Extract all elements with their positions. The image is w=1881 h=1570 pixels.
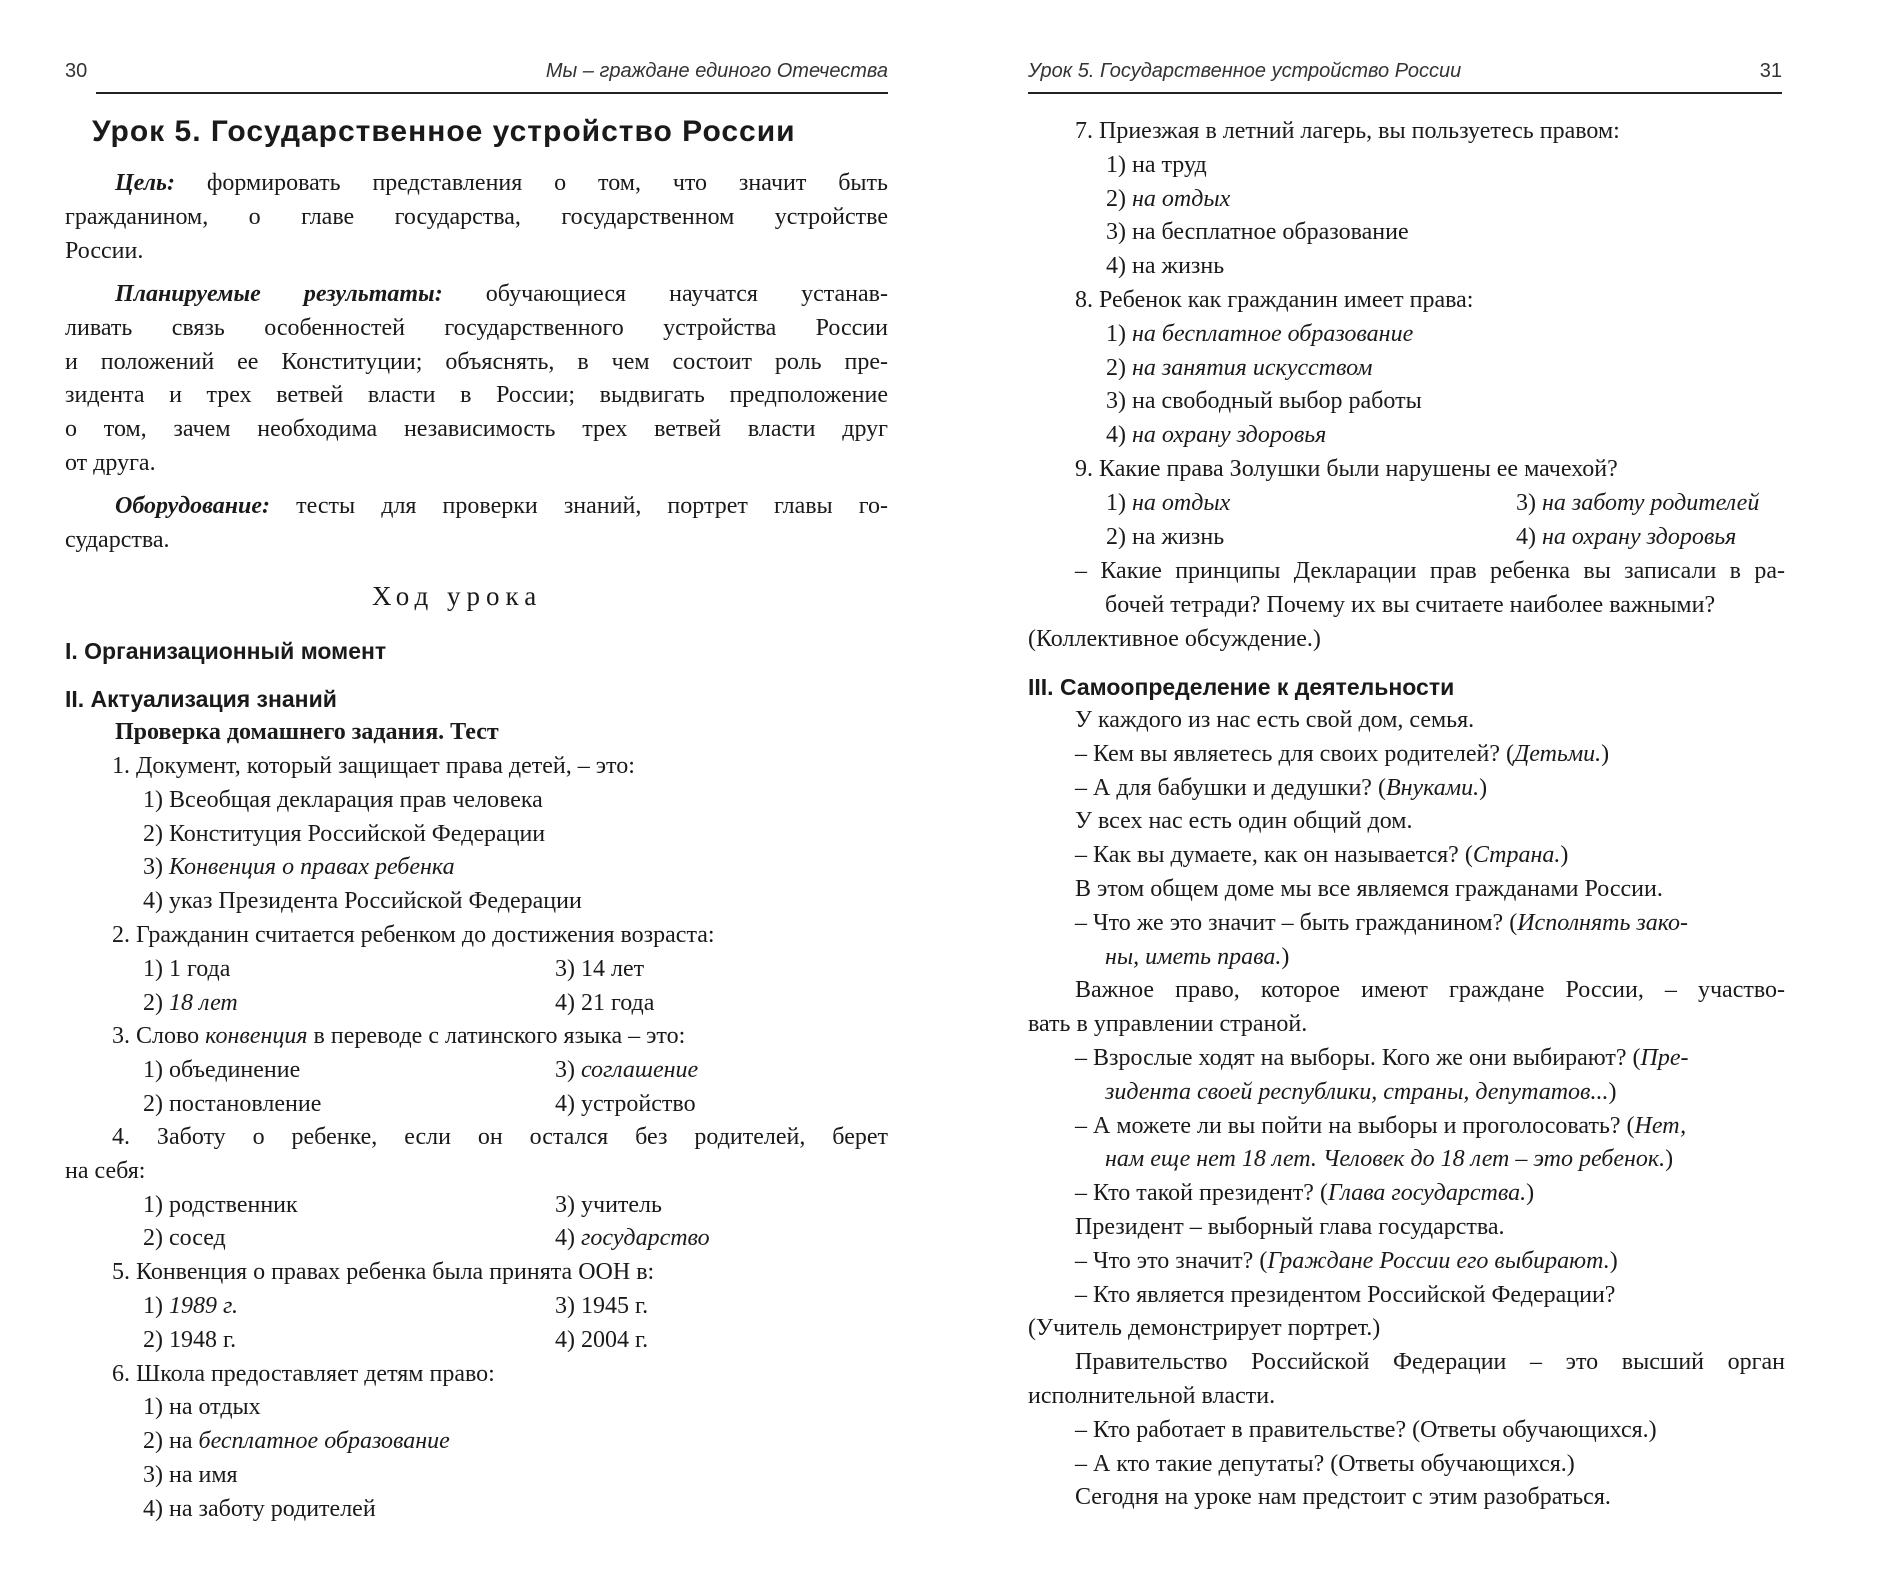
correct-answer: на охрану здоровья (1132, 422, 1327, 449)
dialogue-block-3 (1075, 1414, 1657, 1515)
correct-answer: на занятия искусством (1132, 354, 1373, 381)
q8-option-3: 3) на свободный выбор работы (1106, 388, 1422, 415)
goal-label: Цель: (115, 170, 175, 196)
header-rule (96, 92, 888, 94)
dialogue-line: – Как вы думаете, как он называется? (Страна.) (1075, 842, 1569, 869)
q8-option-4: 4) на охрану здоровья (1106, 422, 1327, 449)
q4-line: 4. Заботу о ребенке, если он остался без родителей, берет (112, 1124, 888, 1150)
rights-paragraph-last: вать в управлении страной. (1028, 1011, 1308, 1038)
q2-options-row (112, 987, 715, 1021)
chapter-title: Урок 5. Государственное устройство России (1028, 60, 1462, 82)
q8-option-1: 1) на бесплатное образование (1106, 320, 1414, 347)
results-line: и положений ее Конституции; объяснять, в чем состоит роль пре- (65, 348, 888, 375)
dialogue-line: У каждого из нас есть свой дом, семья. (1075, 707, 1475, 733)
q1-option-1: 1) Всеобщая декларация прав человека (143, 786, 543, 813)
q7-option-4: 4) на жизнь (1106, 253, 1225, 280)
right-running-header (940, 60, 1881, 92)
question-1: 1. Документ, который защищает права детей, – это: (112, 753, 635, 779)
goal-line: Цель: формировать представления о том, что значит быть (115, 170, 888, 196)
q9-options-row (1075, 487, 1760, 521)
dialogue-line: – Что же это значит – быть гражданином? (Исполнять зако- (1075, 909, 1689, 936)
dialogue-line: В этом общем доме мы все являемся гражданами России. (1075, 875, 1663, 902)
goal-last-line: России. (65, 237, 144, 264)
rights-paragraph (1028, 974, 1785, 1008)
q1-option-2: 2) Конституция Российской Федерации (143, 820, 546, 847)
paragraph-line: Важное право, которое имеют граждане России, – участво- (1075, 977, 1785, 1004)
q5-options-row (112, 1290, 654, 1324)
correct-answer: на бесплатное образование (1132, 320, 1414, 347)
homework-heading: Проверка домашнего задания. Тест (115, 719, 499, 745)
dialogue-line: ны, иметь права.) (1105, 943, 1290, 970)
dialogue-block-2 (1075, 1042, 1688, 1312)
q2-option-1: 1) 1 года (143, 955, 231, 982)
equipment-last-line: сударства. (65, 526, 170, 553)
collective-discussion: (Коллективное обсуждение.) (1028, 625, 1321, 652)
dialogue-line: – Что это значит? (Граждане России его выбирают.) (1075, 1247, 1618, 1274)
q7-option-3: 3) на бесплатное образование (1106, 219, 1409, 246)
correct-answer: 18 лет (169, 989, 238, 1016)
question-6: 6. Школа предоставляет детям право: (112, 1360, 495, 1387)
q7-option-2: 2) на отдых (1106, 185, 1231, 212)
section-heading-3: III. Самоопределение к деятельности (1028, 674, 1455, 700)
right-page (940, 0, 1881, 1570)
dialogue-line: нам еще нет 18 лет. Человек до 18 лет – это ребенок.) (1105, 1146, 1674, 1173)
q9-option-1: 1) на отдых (1106, 489, 1231, 516)
left-page (0, 0, 940, 1570)
question-7: 7. Приезжая в летний лагерь, вы пользуетесь правом: (1075, 118, 1620, 144)
q7-option-1: 1) на труд (1106, 151, 1207, 178)
results-line: Планируемые результаты: обучающиеся научатся устанав- (115, 281, 888, 307)
q6-option-3: 3) на имя (143, 1461, 238, 1488)
correct-answer: на отдых (1132, 489, 1231, 516)
dialogue-line: – Кем вы являетесь для своих родителей? (Детьми.) (1075, 740, 1610, 767)
equipment-line: Оборудование: тесты для проверки знаний, портрет главы го- (115, 493, 888, 519)
correct-answer: бесплатное образование (198, 1428, 450, 1455)
q9-option-3: 3) на заботу родителей (1516, 489, 1760, 516)
test-list-right (1075, 115, 1760, 554)
q4-options-row (112, 1189, 662, 1223)
q6-option-2: 2) на бесплатное образование (143, 1428, 450, 1455)
q5-option-1: 1) 1989 г. (143, 1292, 239, 1319)
q1-option-4: 4) указ Президента Российской Федерации (143, 888, 582, 915)
dialogue-line: – Взрослые ходят на выборы. Кого же они выбирают? (Пре- (1075, 1045, 1689, 1071)
correct-answer: государство (581, 1225, 710, 1252)
q5-options-row (112, 1324, 654, 1358)
question-3: 3. Слово конвенция в переводе с латинского языка – это: (112, 1023, 686, 1050)
page-number: 30 (65, 60, 88, 82)
correct-answer: 1989 г. (169, 1292, 239, 1319)
equipment-label: Оборудование: (115, 493, 271, 519)
q5-option-4: 4) 2004 г. (555, 1326, 649, 1353)
dialogue-line: – Кто является президентом Российской Федерации? (1075, 1281, 1616, 1308)
q3-option-1: 1) объединение (143, 1057, 301, 1084)
q4-last-line: на себя: (65, 1157, 146, 1184)
dialogue-line: – Кто такой президент? (Глава государства.) (1075, 1180, 1535, 1207)
q3-options-row (112, 1054, 715, 1088)
q5-option-3: 3) 1945 г. (555, 1292, 649, 1319)
q3-options-row (112, 1088, 715, 1122)
course-heading: Ход урока (372, 581, 543, 611)
goal-paragraph (65, 167, 888, 235)
dialogue-line: – А можете ли вы пойти на выборы и проголосовать? (Нет, (1075, 1112, 1687, 1139)
correct-answer: на заботу родителей (1542, 489, 1760, 516)
lesson-title: Урок 5. Государственное устройство России (92, 115, 796, 148)
results-label: Планируемые результаты: (115, 281, 443, 307)
book-title: Мы – граждане единого Отечества (545, 60, 888, 82)
q1-option-3: 3) Конвенция о правах ребенка (143, 854, 455, 881)
dialogue-line: – А для бабушки и дедушки? (Внуками.) (1075, 774, 1488, 801)
header-rule (1028, 92, 1782, 94)
results-last-line: от друга. (65, 450, 156, 476)
q5-option-2: 2) 1948 г. (143, 1326, 237, 1353)
q6-option-1: 1) на отдых (143, 1394, 261, 1421)
correct-answer: на отдых (1132, 185, 1231, 212)
q9-option-2: 2) на жизнь (1106, 523, 1225, 550)
q9-follow-up-last: бочей тетради? Почему их вы считаете наиболее важными? (1105, 591, 1716, 618)
dialogue-line: Президент – выборный глава государства. (1075, 1213, 1505, 1240)
government-paragraph (1028, 1346, 1785, 1380)
left-running-header (0, 60, 940, 92)
q2-options-row (112, 953, 715, 987)
goal-line: гражданином, о главе государства, государственном устройстве (65, 203, 888, 230)
dialogue-line: зидента своей республики, страны, депутатов...) (1105, 1078, 1617, 1105)
correct-answer: соглашение (581, 1057, 699, 1084)
q4-option-3: 3) учитель (555, 1191, 662, 1218)
dialogue-line: – А кто такие депутаты? (Ответы обучающихся.) (1075, 1450, 1575, 1477)
government-paragraph-last: исполнительной власти. (1028, 1383, 1276, 1409)
question-2: 2. Гражданин считается ребенком до достижения возраста: (112, 921, 715, 948)
results-line: ливать связь особенностей государственного устройства России (65, 314, 888, 341)
test-list-left-2 (112, 1189, 710, 1527)
dialogue-line: У всех нас есть один общий дом. (1075, 808, 1413, 835)
paragraph-line: Правительство Российской Федерации – это высший орган (1075, 1349, 1785, 1376)
q9-options-row (1075, 521, 1737, 555)
q2-option-3: 3) 14 лет (555, 955, 645, 982)
dialogue-line: Сегодня на уроке нам предстоит с этим разобраться. (1075, 1484, 1611, 1511)
q3-option-3: 3) соглашение (555, 1057, 699, 1084)
correct-answer: Конвенция о правах ребенка (169, 854, 455, 881)
test-list-left (112, 750, 715, 1122)
q9-option-4: 4) на охрану здоровья (1516, 523, 1737, 550)
q8-option-2: 2) на занятия искусством (1106, 354, 1373, 381)
follow-up-line: – Какие принципы Декларации прав ребенка вы записали в ра- (1075, 558, 1785, 584)
results-paragraph (65, 278, 888, 447)
results-line: о том, зачем необходима независимость трех ветвей власти друг (65, 416, 888, 443)
section-heading-1: I. Организационный момент (65, 638, 387, 664)
equipment-paragraph (65, 490, 888, 524)
question-9: 9. Какие права Золушки были нарушены ее мачехой? (1075, 455, 1618, 482)
q4-options-row (112, 1222, 710, 1256)
q4-option-1: 1) родственник (143, 1191, 298, 1218)
question-4 (65, 1121, 888, 1155)
section-heading-2: II. Актуализация знаний (65, 686, 337, 712)
question-8: 8. Ребенок как гражданин имеет права: (1075, 286, 1474, 313)
q2-option-2: 2) 18 лет (143, 989, 238, 1016)
q4-option-2: 2) сосед (143, 1225, 226, 1252)
teacher-note: (Учитель демонстрирует портрет.) (1028, 1315, 1381, 1342)
q3-option-4: 4) устройство (555, 1090, 696, 1117)
dialogue-line: – Кто работает в правительстве? (Ответы обучающихся.) (1075, 1416, 1657, 1443)
question-5: 5. Конвенция о правах ребенка была принята ООН в: (112, 1259, 655, 1286)
q4-option-4: 4) государство (555, 1225, 710, 1252)
q6-option-4: 4) на заботу родителей (143, 1495, 376, 1522)
q2-option-4: 4) 21 года (555, 989, 655, 1016)
dialogue-block (1075, 704, 1688, 974)
q3-option-2: 2) постановление (143, 1090, 322, 1117)
page-number: 31 (1759, 60, 1782, 82)
correct-answer: на охрану здоровья (1542, 523, 1737, 550)
results-line: зидента и трех ветвей власти в России; выдвигать предположение (65, 382, 888, 409)
q9-follow-up (1075, 555, 1785, 589)
